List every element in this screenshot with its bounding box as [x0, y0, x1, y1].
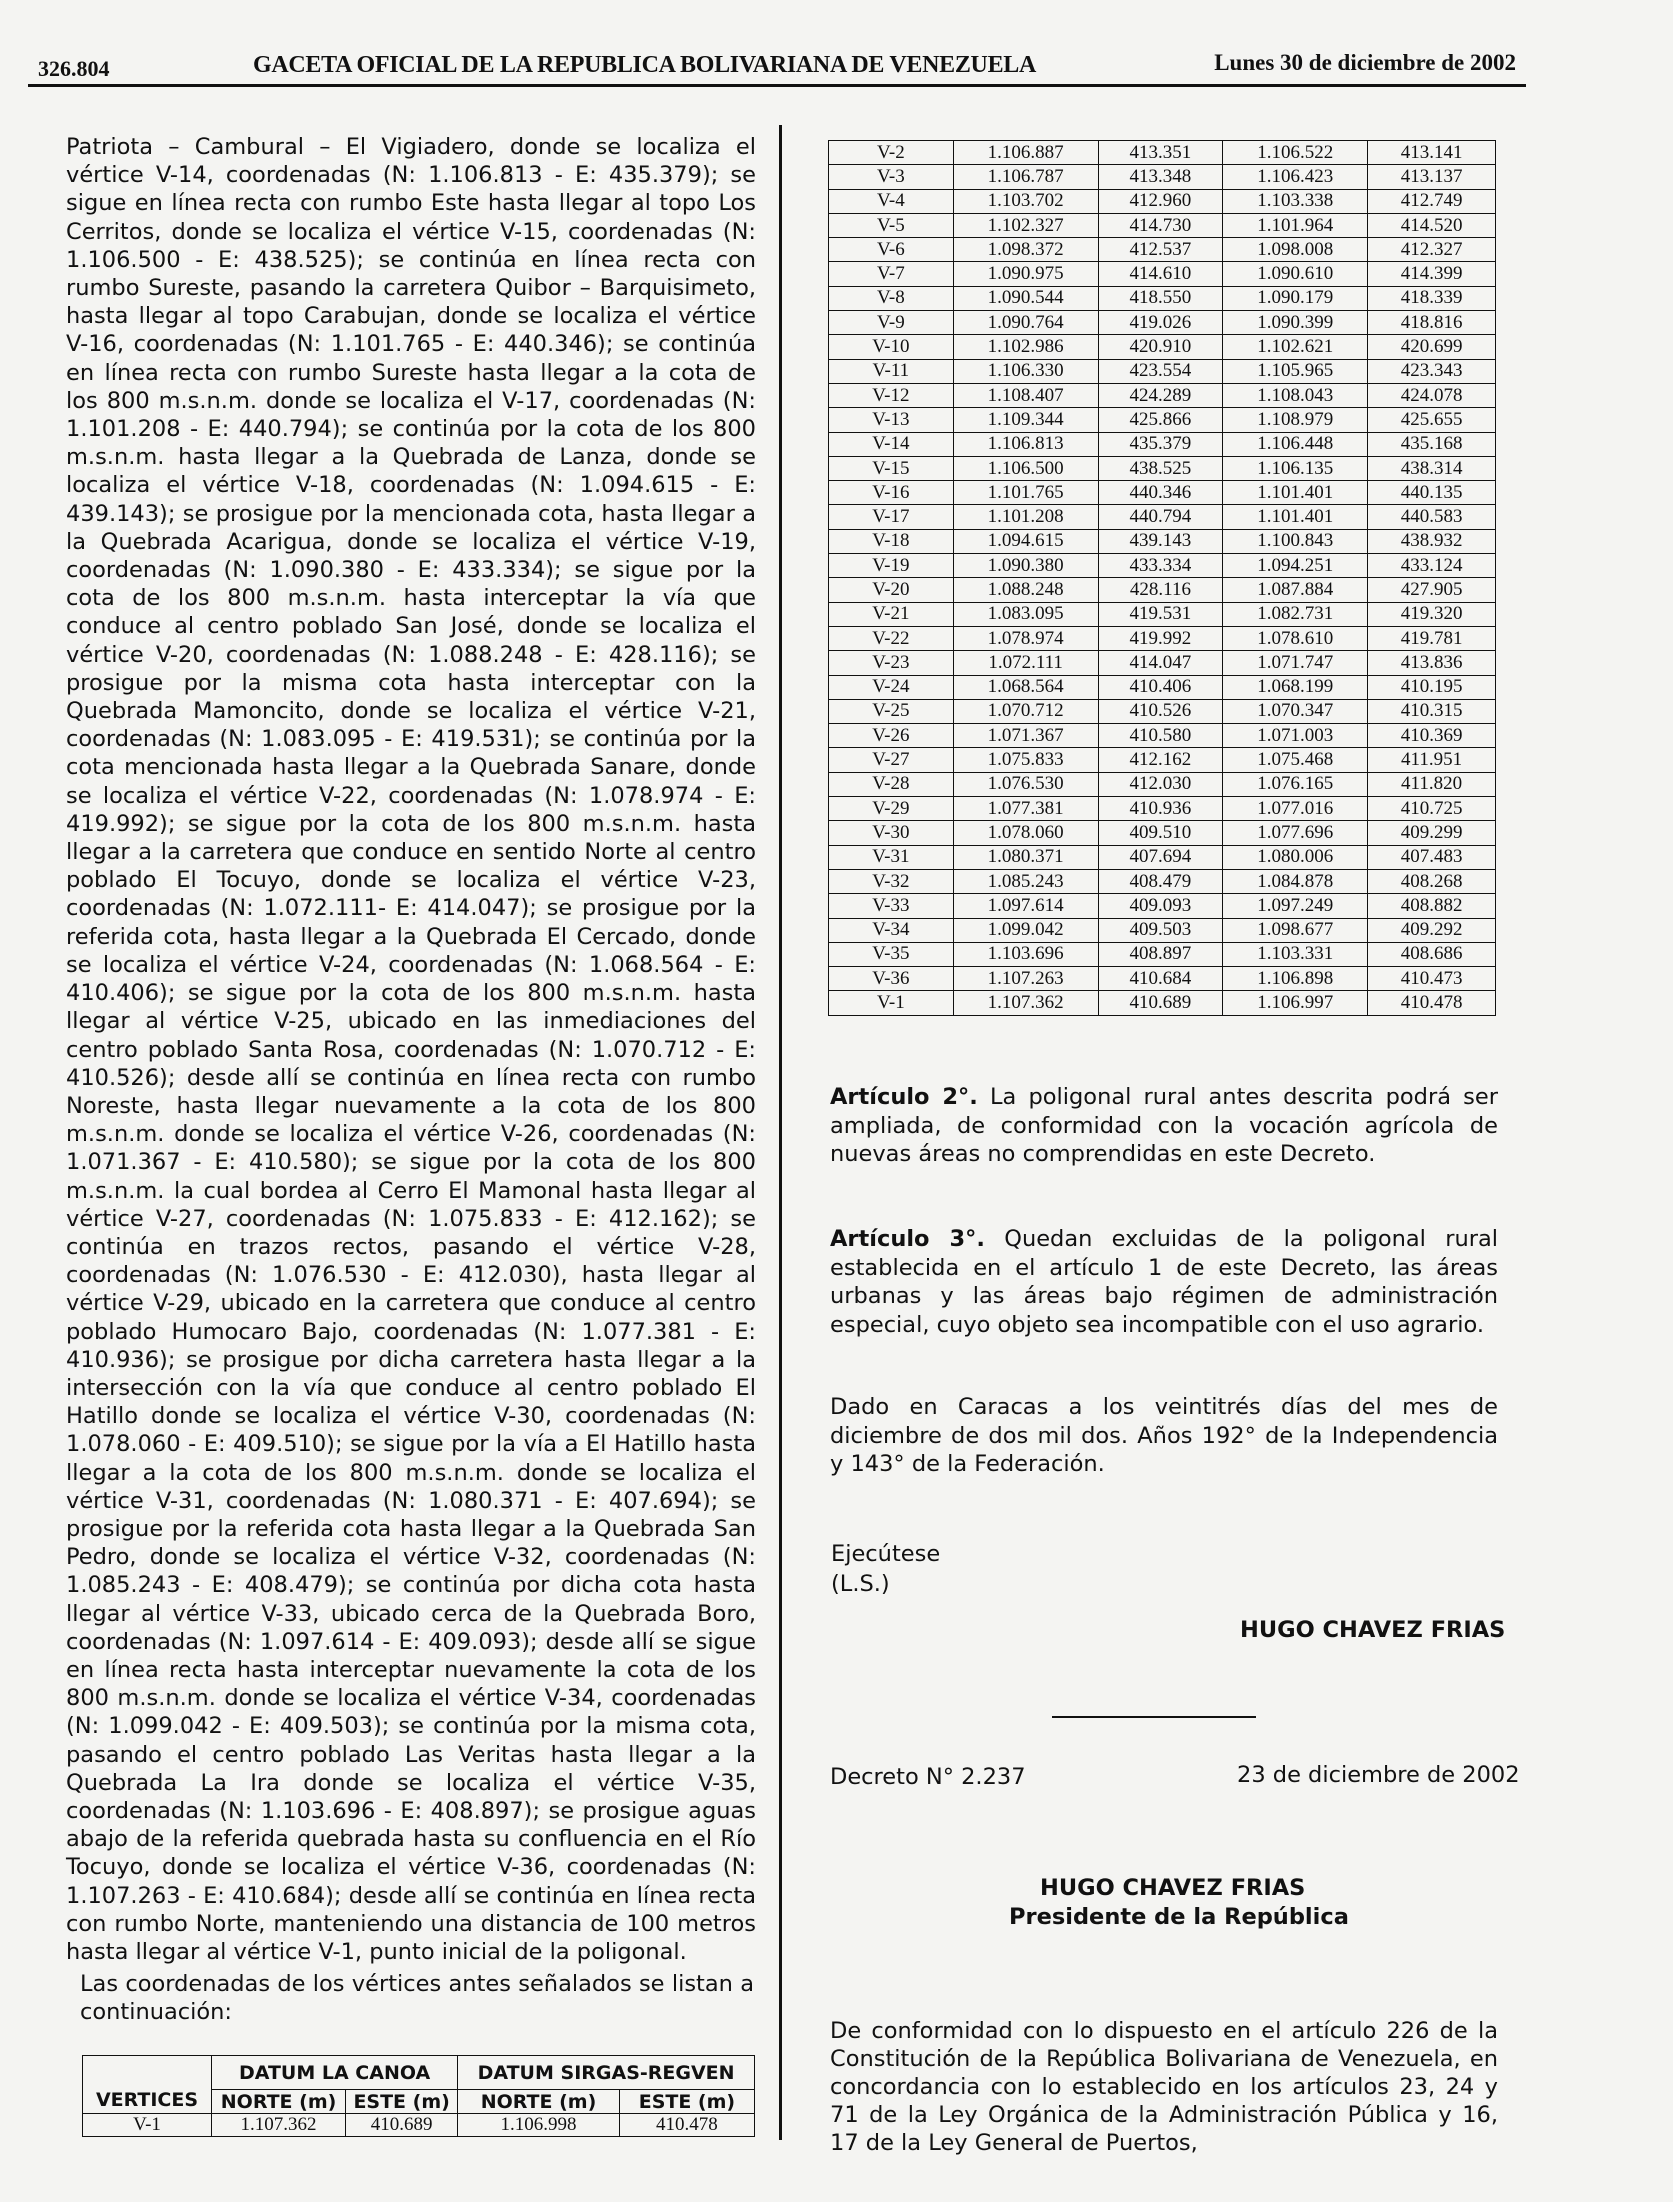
- este-cell: 419.026: [1098, 311, 1223, 335]
- este-cell: 435.379: [1098, 432, 1223, 456]
- este-cell: 420.699: [1368, 335, 1496, 359]
- este-cell: 423.554: [1098, 359, 1223, 383]
- norte-cell: 1.099.042: [953, 918, 1098, 942]
- norte-cell: 1.102.986: [953, 335, 1098, 359]
- vertices-header: VERTICES: [83, 2056, 212, 2114]
- este-cell: 410.684: [1098, 967, 1223, 991]
- este-cell: 419.781: [1368, 626, 1496, 650]
- vertex-cell: V-27: [829, 748, 954, 772]
- este-cell: 440.135: [1368, 481, 1496, 505]
- table-row: [829, 141, 1496, 165]
- este-cell: 440.346: [1098, 481, 1223, 505]
- norte-cell: 1.094.615: [953, 529, 1098, 553]
- norte-header: NORTE (m): [458, 2090, 620, 2114]
- este-cell: 440.583: [1368, 505, 1496, 529]
- table-row: [829, 189, 1496, 213]
- este-cell: 438.932: [1368, 529, 1496, 553]
- este-cell: 438.525: [1098, 456, 1223, 480]
- este-cell: 408.897: [1098, 942, 1223, 966]
- table-row: [829, 918, 1496, 942]
- este-cell: 414.047: [1098, 651, 1223, 675]
- este-cell: 409.292: [1368, 918, 1496, 942]
- norte-cell: 1.106.330: [953, 359, 1098, 383]
- vertex-cell: V-28: [829, 772, 954, 796]
- table-row: [829, 505, 1496, 529]
- norte-cell: 1.075.833: [953, 748, 1098, 772]
- president-title: Presidente de la República: [1009, 1904, 1349, 1930]
- left-column: [66, 133, 756, 1966]
- table-row: [829, 554, 1496, 578]
- vertex-cell: V-17: [829, 505, 954, 529]
- este-cell: 440.794: [1098, 505, 1223, 529]
- table-row: [829, 748, 1496, 772]
- este-cell: 419.992: [1098, 626, 1223, 650]
- norte-cell: 1.107.362: [212, 2114, 346, 2137]
- vertex-cell: V-12: [829, 383, 954, 407]
- ejecutese: Ejecútese: [831, 1541, 941, 1567]
- vertex-cell: V-29: [829, 797, 954, 821]
- decreto-number: Decreto N° 2.237: [830, 1764, 1026, 1790]
- norte-cell: 1.090.764: [953, 311, 1098, 335]
- table-row: [829, 845, 1496, 869]
- norte-cell: 1.075.468: [1223, 748, 1368, 772]
- table-row: [829, 311, 1496, 335]
- este-cell: 410.580: [1098, 724, 1223, 748]
- este-cell: 414.399: [1368, 262, 1496, 286]
- table-row: [829, 675, 1496, 699]
- vertex-cell: V-30: [829, 821, 954, 845]
- norte-cell: 1.106.997: [1223, 991, 1368, 1015]
- este-cell: 413.836: [1368, 651, 1496, 675]
- este-cell: 424.289: [1098, 383, 1223, 407]
- gazette-title: GACETA OFICIAL DE LA REPUBLICA BOLIVARIANA DE VENEZUELA: [253, 52, 1037, 78]
- table-row: [83, 2114, 755, 2137]
- table-row: [829, 991, 1496, 1015]
- este-header: ESTE (m): [619, 2090, 754, 2114]
- norte-cell: 1.108.407: [953, 383, 1098, 407]
- table-row: [829, 408, 1496, 432]
- norte-cell: 1.090.399: [1223, 311, 1368, 335]
- conformidad-paragraph: De conformidad con lo dispuesto en el artículo 226 de la Constitución de la República Bolivariana de Venezuela, en concordancia con lo establecido en los artículos 23, 24 y 71 de la Ley Orgánica de la Administración Pública y 16, 17 de la Ley General de Puertos,: [830, 2018, 1498, 2156]
- este-cell: 428.116: [1098, 578, 1223, 602]
- table-row: [829, 651, 1496, 675]
- norte-cell: 1.106.998: [458, 2114, 620, 2137]
- norte-cell: 1.083.095: [953, 602, 1098, 626]
- vertex-cell: V-10: [829, 335, 954, 359]
- este-cell: 410.689: [346, 2114, 458, 2137]
- table-row: [829, 797, 1496, 821]
- norte-cell: 1.085.243: [953, 869, 1098, 893]
- este-cell: 410.406: [1098, 675, 1223, 699]
- table-row: [829, 821, 1496, 845]
- este-cell: 413.137: [1368, 165, 1496, 189]
- este-cell: 423.343: [1368, 359, 1496, 383]
- vertex-cell: V-31: [829, 845, 954, 869]
- table-row: [829, 942, 1496, 966]
- table-row: [829, 456, 1496, 480]
- norte-cell: 1.078.060: [953, 821, 1098, 845]
- norte-cell: 1.097.249: [1223, 894, 1368, 918]
- norte-cell: 1.071.003: [1223, 724, 1368, 748]
- este-cell: 435.168: [1368, 432, 1496, 456]
- table-row: [829, 894, 1496, 918]
- norte-cell: 1.078.610: [1223, 626, 1368, 650]
- este-cell: 438.314: [1368, 456, 1496, 480]
- este-cell: 413.141: [1368, 141, 1496, 165]
- signature-line: [1052, 1716, 1256, 1718]
- vertex-cell: V-16: [829, 481, 954, 505]
- president-name: HUGO CHAVEZ FRIAS: [1040, 1875, 1306, 1901]
- norte-cell: 1.108.043: [1223, 383, 1368, 407]
- vertex-cell: V-8: [829, 286, 954, 310]
- vertex-cell: V-6: [829, 238, 954, 262]
- vertex-cell: V-11: [829, 359, 954, 383]
- norte-cell: 1.090.179: [1223, 286, 1368, 310]
- norte-cell: 1.076.165: [1223, 772, 1368, 796]
- vertex-cell: V-36: [829, 967, 954, 991]
- este-cell: 424.078: [1368, 383, 1496, 407]
- vertex-cell: V-23: [829, 651, 954, 675]
- coordinates-table-header: [82, 2055, 755, 2137]
- este-cell: 411.820: [1368, 772, 1496, 796]
- este-cell: 418.550: [1098, 286, 1223, 310]
- vertex-cell: V-4: [829, 189, 954, 213]
- vertex-cell: V-15: [829, 456, 954, 480]
- norte-cell: 1.090.975: [953, 262, 1098, 286]
- este-cell: 413.351: [1098, 141, 1223, 165]
- norte-cell: 1.088.248: [953, 578, 1098, 602]
- vertex-cell: V-35: [829, 942, 954, 966]
- este-cell: 412.327: [1368, 238, 1496, 262]
- norte-cell: 1.080.371: [953, 845, 1098, 869]
- este-cell: 408.686: [1368, 942, 1496, 966]
- este-cell: 410.369: [1368, 724, 1496, 748]
- este-cell: 412.960: [1098, 189, 1223, 213]
- este-cell: 439.143: [1098, 529, 1223, 553]
- este-cell: 420.910: [1098, 335, 1223, 359]
- norte-cell: 1.098.008: [1223, 238, 1368, 262]
- page-header: [28, 50, 1526, 87]
- este-cell: 425.655: [1368, 408, 1496, 432]
- norte-cell: 1.068.564: [953, 675, 1098, 699]
- vertex-cell: V-2: [829, 141, 954, 165]
- este-cell: 409.503: [1098, 918, 1223, 942]
- ls-mark: (L.S.): [831, 1571, 890, 1597]
- table-row: [829, 724, 1496, 748]
- article-2-label: Artículo 2°.: [830, 1084, 978, 1110]
- table-row: [829, 481, 1496, 505]
- este-cell: 410.478: [1368, 991, 1496, 1015]
- norte-cell: 1.101.964: [1223, 213, 1368, 237]
- norte-cell: 1.109.344: [953, 408, 1098, 432]
- norte-cell: 1.080.006: [1223, 845, 1368, 869]
- vertex-cell: V-21: [829, 602, 954, 626]
- este-cell: 412.162: [1098, 748, 1223, 772]
- norte-cell: 1.077.696: [1223, 821, 1368, 845]
- norte-cell: 1.105.965: [1223, 359, 1368, 383]
- norte-cell: 1.101.765: [953, 481, 1098, 505]
- este-cell: 408.479: [1098, 869, 1223, 893]
- table-row: [829, 165, 1496, 189]
- norte-cell: 1.101.401: [1223, 505, 1368, 529]
- norte-cell: 1.087.884: [1223, 578, 1368, 602]
- norte-header: NORTE (m): [212, 2090, 346, 2114]
- issue-date: Lunes 30 de diciembre de 2002: [1214, 50, 1516, 75]
- decreto-date: 23 de diciembre de 2002: [1237, 1762, 1520, 1788]
- norte-cell: 1.094.251: [1223, 554, 1368, 578]
- vertex-cell: V-26: [829, 724, 954, 748]
- vertex-cell: V-3: [829, 165, 954, 189]
- vertex-cell: V-24: [829, 675, 954, 699]
- norte-cell: 1.082.731: [1223, 602, 1368, 626]
- article-2-text: La poligonal rural antes descrita podrá ser ampliada, de conformidad con la vocación agrícola de nuevas áreas no comprendidas en este Decreto.: [830, 1084, 1498, 1167]
- este-cell: 418.339: [1368, 286, 1496, 310]
- vertex-cell: V-25: [829, 699, 954, 723]
- vertex-cell: V-32: [829, 869, 954, 893]
- table-row: [829, 602, 1496, 626]
- este-cell: 410.725: [1368, 797, 1496, 821]
- table-row: [829, 699, 1496, 723]
- norte-cell: 1.106.135: [1223, 456, 1368, 480]
- norte-cell: 1.100.843: [1223, 529, 1368, 553]
- table-row: [829, 772, 1496, 796]
- norte-cell: 1.108.979: [1223, 408, 1368, 432]
- coordinates-table-continued: [828, 140, 1496, 1016]
- este-cell: 409.299: [1368, 821, 1496, 845]
- table-row: [829, 967, 1496, 991]
- table-row: [829, 359, 1496, 383]
- table-row: [829, 383, 1496, 407]
- este-cell: 408.268: [1368, 869, 1496, 893]
- norte-cell: 1.068.199: [1223, 675, 1368, 699]
- este-cell: 410.315: [1368, 699, 1496, 723]
- vertex-cell: V-5: [829, 213, 954, 237]
- este-cell: 414.520: [1368, 213, 1496, 237]
- este-cell: 425.866: [1098, 408, 1223, 432]
- este-cell: 408.882: [1368, 894, 1496, 918]
- vertex-cell: V-14: [829, 432, 954, 456]
- norte-cell: 1.097.614: [953, 894, 1098, 918]
- table-row: [829, 213, 1496, 237]
- table-row: [829, 626, 1496, 650]
- signer-name: HUGO CHAVEZ FRIAS: [1240, 1617, 1506, 1643]
- este-cell: 407.483: [1368, 845, 1496, 869]
- norte-cell: 1.106.898: [1223, 967, 1368, 991]
- table-row: [829, 529, 1496, 553]
- norte-cell: 1.071.747: [1223, 651, 1368, 675]
- este-cell: 410.689: [1098, 991, 1223, 1015]
- table-row: [829, 286, 1496, 310]
- vertex-cell: V-1: [829, 991, 954, 1015]
- este-cell: 412.749: [1368, 189, 1496, 213]
- article-2: [830, 1083, 1498, 1169]
- norte-cell: 1.098.372: [953, 238, 1098, 262]
- datum-sirgas-header: DATUM SIRGAS-REGVEN: [458, 2056, 755, 2090]
- table-row: [829, 869, 1496, 893]
- este-cell: 414.730: [1098, 213, 1223, 237]
- norte-cell: 1.106.448: [1223, 432, 1368, 456]
- norte-cell: 1.103.338: [1223, 189, 1368, 213]
- este-cell: 410.936: [1098, 797, 1223, 821]
- article-3: [830, 1225, 1498, 1339]
- norte-cell: 1.090.610: [1223, 262, 1368, 286]
- article-3-label: Artículo 3°.: [830, 1226, 985, 1252]
- norte-cell: 1.106.887: [953, 141, 1098, 165]
- vertex-cell: V-20: [829, 578, 954, 602]
- este-cell: 419.320: [1368, 602, 1496, 626]
- norte-cell: 1.070.347: [1223, 699, 1368, 723]
- este-cell: 410.473: [1368, 967, 1496, 991]
- vertex-cell: V-19: [829, 554, 954, 578]
- este-cell: 418.816: [1368, 311, 1496, 335]
- norte-cell: 1.102.327: [953, 213, 1098, 237]
- table-row: [829, 432, 1496, 456]
- table-row: [829, 262, 1496, 286]
- table-row: [829, 335, 1496, 359]
- vertex-cell: V-34: [829, 918, 954, 942]
- norte-cell: 1.098.677: [1223, 918, 1368, 942]
- norte-cell: 1.101.401: [1223, 481, 1368, 505]
- este-cell: 412.537: [1098, 238, 1223, 262]
- norte-cell: 1.076.530: [953, 772, 1098, 796]
- este-cell: 419.531: [1098, 602, 1223, 626]
- norte-cell: 1.072.111: [953, 651, 1098, 675]
- norte-cell: 1.071.367: [953, 724, 1098, 748]
- norte-cell: 1.070.712: [953, 699, 1098, 723]
- norte-cell: 1.077.381: [953, 797, 1098, 821]
- vertex-cell: V-22: [829, 626, 954, 650]
- norte-cell: 1.103.702: [953, 189, 1098, 213]
- norte-cell: 1.103.331: [1223, 942, 1368, 966]
- vertex-cell: V-13: [829, 408, 954, 432]
- page-number: 326.804: [38, 56, 110, 81]
- norte-cell: 1.103.696: [953, 942, 1098, 966]
- este-cell: 411.951: [1368, 748, 1496, 772]
- datum-canoa-header: DATUM LA CANOA: [212, 2056, 458, 2090]
- este-cell: 407.694: [1098, 845, 1223, 869]
- norte-cell: 1.084.878: [1223, 869, 1368, 893]
- vertex-cell: V-1: [83, 2114, 212, 2137]
- este-cell: 409.093: [1098, 894, 1223, 918]
- vertex-cell: V-18: [829, 529, 954, 553]
- norte-cell: 1.106.813: [953, 432, 1098, 456]
- este-cell: 410.526: [1098, 699, 1223, 723]
- este-cell: 409.510: [1098, 821, 1223, 845]
- norte-cell: 1.078.974: [953, 626, 1098, 650]
- norte-cell: 1.107.263: [953, 967, 1098, 991]
- table-row: [829, 238, 1496, 262]
- este-cell: 427.905: [1368, 578, 1496, 602]
- norte-cell: 1.077.016: [1223, 797, 1368, 821]
- boundary-description: Patriota – Cambural – El Vigiadero, donde se localiza el vértice V-14, coordenadas (N: 1.106.813 - E: 435.379); se sigue en línea recta con rumbo Este hasta llegar al topo Los Cerritos, donde se localiza el vértice V-15, coordenadas (N: 1.106.500 - E: 438.525); se continúa en línea recta con rumbo Sureste, pasando la carretera Quibor – Barquisimeto, hasta llegar al topo Carabujan, donde se localiza el vértice V-16, coordenadas (N: 1.101.765 - E: 440.346); se continúa en línea recta con rumbo Sureste hasta llegar a la cota de los 800 m.s.n.m. donde se localiza el V-17, coordenadas (N: 1.101.208 - E: 440.794); se continúa por la cota de los 800 m.s.n.m. hasta llegar a la Quebrada de Lanza, donde se localiza el vértice V-18, coordenadas (N: 1.094.615 - E: 439.143); se prosigue por la mencionada cota, hasta llegar a la Quebrada Acarigua, donde se localiza el vértice V-19, coordenadas (N: 1.090.380 - E: 433.334); se sigue por la cota de los 800 m.s.n.m. hasta interceptar la vía que conduce al centro poblado San José, donde se localiza el vértice V-20, coordenadas (N: 1.088.248 - E: 428.116); se prosigue por la misma cota hasta interceptar con la Quebrada Mamoncito, donde se localiza el vértice V-21, coordenadas (N: 1.083.095 - E: 419.531); se continúa por la cota mencionada hasta llegar a la Quebrada Sanare, donde se localiza el vértice V-22, coordenadas (N: 1.078.974 - E: 419.992); se sigue por la cota de los 800 m.s.n.m. hasta llegar a la carretera que conduce en sentido Norte al centro poblado El Tocuyo, donde se localiza el vértice V-23, coordenadas (N: 1.072.111- E: 414.047); se prosigue por la referida cota, hasta llegar a la Quebrada El Cercado, donde se localiza el vértice V-24, coordenadas (N: 1.068.564 - E: 410.406); se sigue por la cota de los 800 m.s.n.m. hasta llegar al vértice V-25, ubicado en las inmediaciones del centro poblado Santa Rosa, coordenadas (N: 1.070.712 - E: 410.526); desde allí se continúa en línea recta con rumbo Noreste, hasta llegar nuevamente a la cota de los 800 m.s.n.m. donde se localiza el vértice V-26, coordenadas (N: 1.071.367 - E: 410.580); se sigue por la cota de los 800 m.s.n.m. la cual bordea al Cerro El Mamonal hasta llegar al vértice V-27, coordenadas (N: 1.075.833 - E: 412.162); se continúa en trazos rectos, pasando el vértice V-28, coordenadas (N: 1.076.530 - E: 412.030), hasta llegar al vértice V-29, ubicado en la carretera que conduce al centro poblado Humocaro Bajo, coordenadas (N: 1.077.381 - E: 410.936); se prosigue por dicha carretera hasta llegar a la intersección con la vía que conduce al centro poblado El Hatillo donde se localiza el vértice V-30, coordenadas (N: 1.078.060 - E: 409.510); se sigue por la vía a El Hatillo hasta llegar a la cota de los 800 m.s.n.m. donde se localiza el vértice V-31, coordenadas (N: 1.080.371 - E: 407.694); se prosigue por la referida cota hasta llegar a la Quebrada San Pedro, donde se localiza el vértice V-32, coordenadas (N: 1.085.243 - E: 408.479); se continúa por dicha cota hasta llegar al vértice V-33, ubicado cerca de la Quebrada Boro, coordenadas (N: 1.097.614 - E: 409.093); desde allí se sigue en línea recta hasta interceptar nuevamente la cota de los 800 m.s.n.m. donde se localiza el vértice V-34, coordenadas (N: 1.099.042 - E: 409.503); se continúa por la misma cota, pasando el centro poblado Las Veritas hasta llegar a la Quebrada La Ira donde se localiza el vértice V-35, coordenadas (N: 1.103.696 - E: 408.897); se prosigue aguas abajo de la referida quebrada hasta su confluencia en el Río Tocuyo, donde se localiza el vértice V-36, coordenadas (N: 1.107.263 - E: 410.684); desde allí se continúa en línea recta con rumbo Norte, manteniendo una distancia de 100 metros hasta llegar al vértice V-1, punto inicial de la poligonal.: [66, 134, 756, 1965]
- este-cell: 410.478: [619, 2114, 754, 2137]
- norte-cell: 1.090.380: [953, 554, 1098, 578]
- este-cell: 414.610: [1098, 262, 1223, 286]
- este-cell: 410.195: [1368, 675, 1496, 699]
- norte-cell: 1.106.423: [1223, 165, 1368, 189]
- norte-cell: 1.090.544: [953, 286, 1098, 310]
- table-row: [829, 578, 1496, 602]
- coordinates-intro: Las coordenadas de los vértices antes señalados se listan a continuación:: [80, 1971, 754, 2025]
- este-cell: 433.124: [1368, 554, 1496, 578]
- dado-en-caracas: Dado en Caracas a los veintitrés días del mes de diciembre de dos mil dos. Años 192° de la Independencia y 143° de la Federación.: [830, 1394, 1498, 1477]
- norte-cell: 1.106.522: [1223, 141, 1368, 165]
- este-cell: 413.348: [1098, 165, 1223, 189]
- column-divider: [779, 125, 782, 2140]
- norte-cell: 1.106.787: [953, 165, 1098, 189]
- este-cell: 412.030: [1098, 772, 1223, 796]
- norte-cell: 1.107.362: [953, 991, 1098, 1015]
- norte-cell: 1.106.500: [953, 456, 1098, 480]
- vertex-cell: V-7: [829, 262, 954, 286]
- vertex-cell: V-33: [829, 894, 954, 918]
- norte-cell: 1.101.208: [953, 505, 1098, 529]
- este-header: ESTE (m): [346, 2090, 458, 2114]
- article-3-text: Quedan excluidas de la poligonal rural establecida en el artículo 1 de este Decreto, las áreas urbanas y las áreas bajo régimen de administración especial, cuyo objeto sea incompatible con el uso agrario.: [830, 1226, 1498, 1338]
- vertex-cell: V-9: [829, 311, 954, 335]
- este-cell: 433.334: [1098, 554, 1223, 578]
- norte-cell: 1.102.621: [1223, 335, 1368, 359]
